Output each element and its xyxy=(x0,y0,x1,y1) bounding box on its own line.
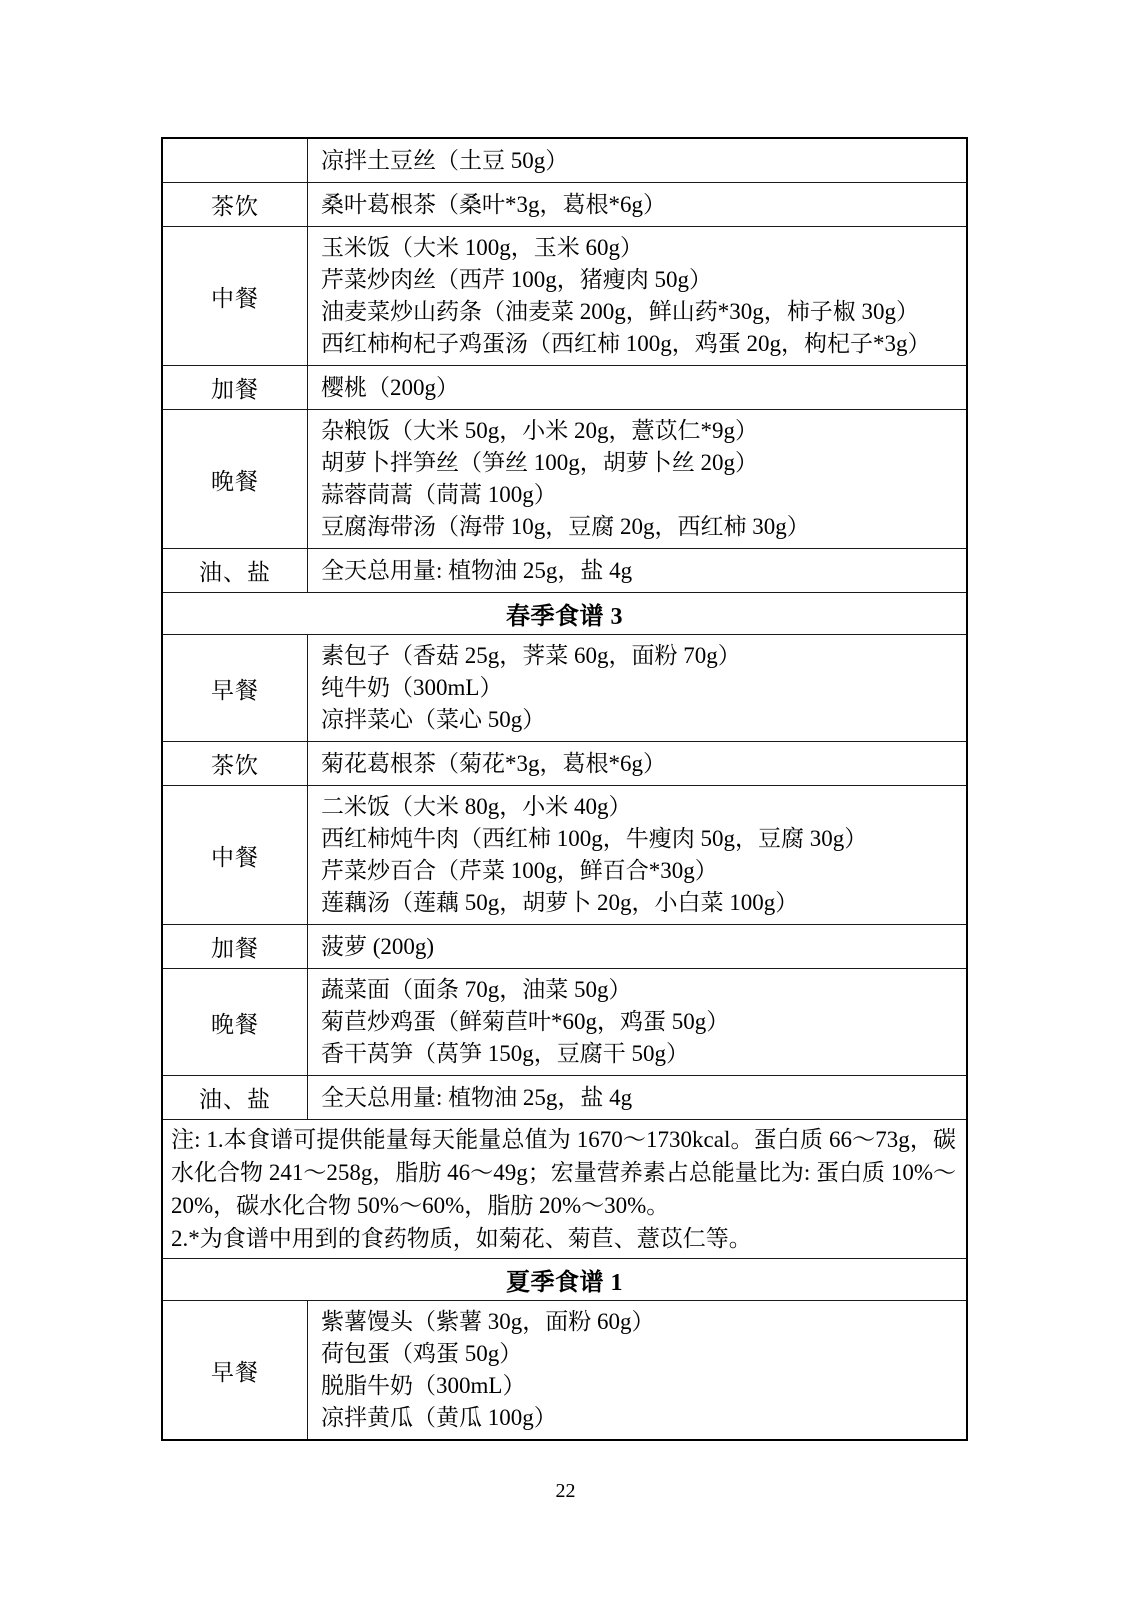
table-row xyxy=(163,742,966,786)
meal-item: 油麦菜炒山药条（油麦菜 200g，鲜山药*30g，柿子椒 30g） xyxy=(321,299,919,324)
meal-item: 菠萝 (200g) xyxy=(321,933,435,959)
meal-label-cell xyxy=(163,139,308,182)
meal-item: 荷包蛋（鸡蛋 50g） xyxy=(321,1341,523,1366)
meal-item: 全天总用量: 植物油 25g，盐 4g xyxy=(321,557,633,583)
meal-item: 蒜蓉茼蒿（茼蒿 100g） xyxy=(321,482,557,507)
meal-content-cell xyxy=(308,969,966,1075)
meal-label-cell: 茶饮 xyxy=(163,742,308,785)
section-title: 春季食谱 3 xyxy=(506,604,623,630)
table-row xyxy=(163,786,966,925)
table-row xyxy=(163,635,966,742)
meal-content-cell xyxy=(308,410,966,548)
meal-content-cell xyxy=(308,139,966,182)
meal-item: 紫薯馒头（紫薯 30g，面粉 60g） xyxy=(321,1309,655,1334)
meal-content-cell xyxy=(308,635,966,741)
meal-label-cell: 中餐 xyxy=(163,227,308,365)
meal-item: 杂粮饭（大米 50g，小米 20g，薏苡仁*9g） xyxy=(321,418,758,443)
meal-label-cell: 早餐 xyxy=(163,635,308,741)
table-row xyxy=(163,410,966,549)
table-row xyxy=(163,1076,966,1120)
table-row xyxy=(163,366,966,410)
meal-item: 豆腐海带汤（海带 10g，豆腐 20g，西红柿 30g） xyxy=(321,514,810,539)
meal-content-cell xyxy=(308,742,966,785)
meal-item: 香干莴笋（莴笋 150g，豆腐干 50g） xyxy=(321,1041,689,1066)
meal-item: 西红柿炖牛肉（西红柿 100g，牛瘦肉 50g，豆腐 30g） xyxy=(321,826,868,851)
meal-label-cell: 茶饮 xyxy=(163,183,308,226)
meal-label-cell: 加餐 xyxy=(163,366,308,409)
meal-label-cell: 晚餐 xyxy=(163,969,308,1075)
meal-item: 西红柿枸杞子鸡蛋汤（西红柿 100g，鸡蛋 20g，枸杞子*3g） xyxy=(321,331,931,356)
meal-item: 胡萝卜拌笋丝（笋丝 100g，胡萝卜丝 20g） xyxy=(321,450,758,475)
note-paragraph: 2.*为食谱中用到的食药物质，如菊花、菊苣、薏苡仁等。 xyxy=(171,1226,752,1251)
meal-item: 菊花葛根茶（菊花*3g，葛根*6g） xyxy=(321,750,666,776)
meal-content-cell xyxy=(308,1076,966,1119)
meal-item: 樱桃（200g） xyxy=(321,374,459,400)
meal-item: 二米饭（大米 80g，小米 40g） xyxy=(321,794,632,819)
meal-item: 桑叶葛根茶（桑叶*3g，葛根*6g） xyxy=(321,191,666,217)
section-header xyxy=(163,593,966,635)
table-row xyxy=(163,227,966,366)
meal-content-cell xyxy=(308,925,966,968)
table-row xyxy=(163,925,966,969)
table-row xyxy=(163,969,966,1076)
table-row xyxy=(163,139,966,183)
meal-item: 蔬菜面（面条 70g，油菜 50g） xyxy=(321,977,632,1002)
meal-content-cell xyxy=(308,1301,966,1439)
page-number: 22 xyxy=(555,1480,576,1502)
note-paragraph: 注: 1.本食谱可提供能量每天能量总值为 1670～1730kcal。蛋白质 66～73g，碳水化合物 241～258g，脂肪 46～49g；宏量营养素占总能量比为: 蛋白质 10%～20%，碳水化合物 50%～60%，脂肪 20%～30%。 xyxy=(171,1127,956,1218)
section-title: 夏季食谱 1 xyxy=(506,1270,623,1296)
meal-label-cell: 中餐 xyxy=(163,786,308,924)
meal-label-cell: 油、盐 xyxy=(163,1076,308,1119)
meal-item: 莲藕汤（莲藕 50g，胡萝卜 20g，小白菜 100g） xyxy=(321,890,799,915)
meal-content-cell xyxy=(308,366,966,409)
meal-label-cell: 油、盐 xyxy=(163,549,308,592)
meal-label-cell: 早餐 xyxy=(163,1301,308,1439)
meal-item: 芹菜炒肉丝（西芹 100g，猪瘦肉 50g） xyxy=(321,267,712,292)
meal-label-cell: 加餐 xyxy=(163,925,308,968)
meal-item: 凉拌黄瓜（黄瓜 100g） xyxy=(321,1405,557,1430)
meal-item: 凉拌土豆丝（土豆 50g） xyxy=(321,147,569,173)
meal-item: 素包子（香菇 25g，荠菜 60g，面粉 70g） xyxy=(321,643,741,668)
meal-content-cell xyxy=(308,786,966,924)
meal-plan-table xyxy=(161,137,968,1441)
table-row xyxy=(163,549,966,593)
meal-item: 纯牛奶（300mL） xyxy=(321,675,503,700)
meal-content-cell xyxy=(308,549,966,592)
meal-label-cell: 晚餐 xyxy=(163,410,308,548)
table-note xyxy=(163,1120,966,1259)
meal-item: 芹菜炒百合（芹菜 100g，鲜百合*30g） xyxy=(321,858,718,883)
meal-content-cell xyxy=(308,227,966,365)
table-row xyxy=(163,183,966,227)
meal-content-cell xyxy=(308,183,966,226)
meal-item: 玉米饭（大米 100g，玉米 60g） xyxy=(321,235,643,260)
meal-item: 凉拌菜心（菜心 50g） xyxy=(321,707,546,732)
section-header xyxy=(163,1259,966,1301)
table-row xyxy=(163,1301,966,1439)
meal-item: 全天总用量: 植物油 25g，盐 4g xyxy=(321,1084,633,1110)
meal-item: 脱脂牛奶（300mL） xyxy=(321,1373,526,1398)
meal-item: 菊苣炒鸡蛋（鲜菊苣叶*60g，鸡蛋 50g） xyxy=(321,1009,730,1034)
